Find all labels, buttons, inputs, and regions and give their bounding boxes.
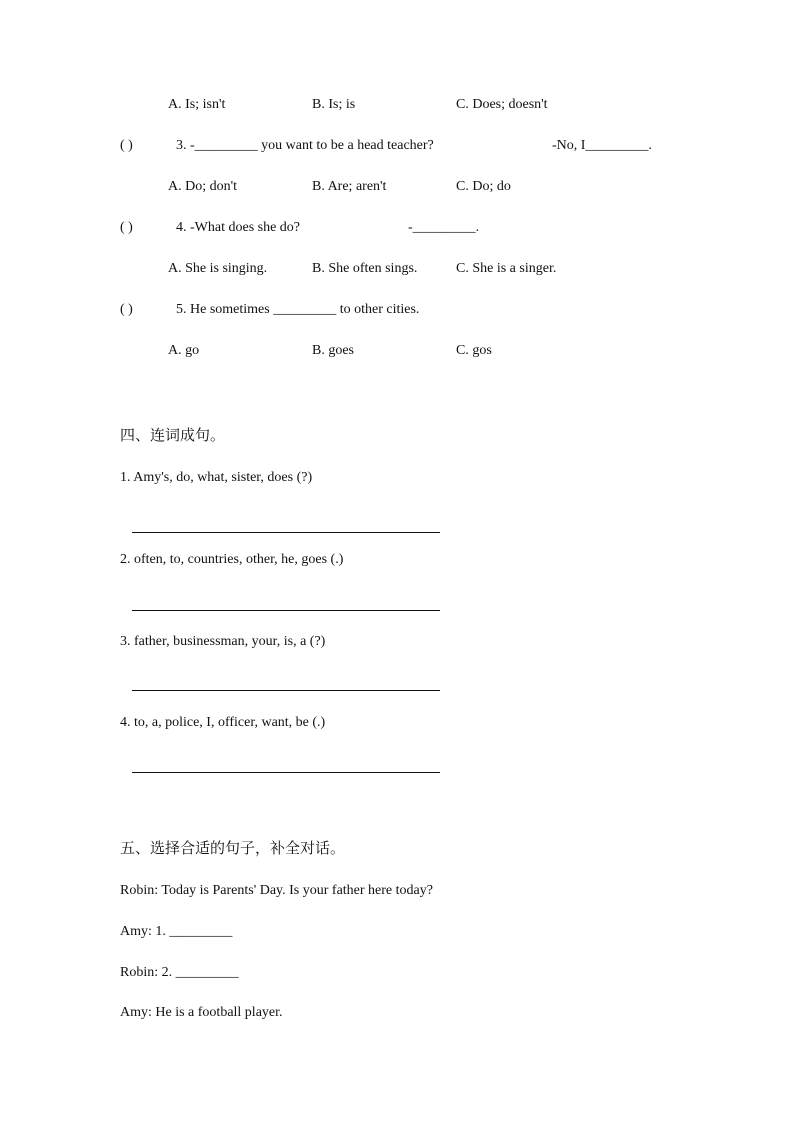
q4-option-c: C. She is a singer.: [456, 261, 557, 276]
q5-option-c: C. gos: [456, 343, 492, 358]
q2-option-c: C. Does; doesn't: [456, 97, 548, 112]
q5-answer-paren: ( ): [120, 302, 133, 317]
q2-option-a: A. Is; isn't: [168, 97, 226, 112]
dialogue-line-2: Amy: 1. _________: [120, 924, 233, 939]
sentence-item-1: 1. Amy's, do, what, sister, does (?): [120, 470, 313, 485]
section-4-heading: 四、连词成句。: [120, 426, 226, 444]
q4-option-a: A. She is singing.: [168, 261, 268, 276]
q3-option-b: B. Are; aren't: [312, 179, 387, 194]
q3-question: 3. -_________ you want to be a head teacher?: [176, 138, 434, 153]
dialogue-line-3: Robin: 2. _________: [120, 965, 239, 980]
q5-question: 5. He sometimes _________ to other cities.: [176, 302, 420, 317]
sentence-answer-line-1[interactable]: [132, 532, 440, 533]
q4-option-b: B. She often sings.: [312, 261, 418, 276]
sentence-answer-line-4[interactable]: [132, 772, 440, 773]
q5-option-a: A. go: [168, 343, 200, 358]
sentence-answer-line-2[interactable]: [132, 610, 440, 611]
dialogue-line-4: Amy: He is a football player.: [120, 1005, 283, 1020]
sentence-item-2: 2. often, to, countries, other, he, goes (.): [120, 552, 344, 567]
q4-response: -_________.: [408, 220, 480, 235]
q2-option-b: B. Is; is: [312, 97, 356, 112]
dialogue-line-1: Robin: Today is Parents' Day. Is your father here today?: [120, 883, 433, 898]
q4-answer-paren: ( ): [120, 220, 133, 235]
q3-answer-paren: ( ): [120, 138, 133, 153]
q5-option-b: B. goes: [312, 343, 354, 358]
sentence-answer-line-3[interactable]: [132, 690, 440, 691]
q3-response: -No, I_________.: [552, 138, 652, 153]
q3-option-a: A. Do; don't: [168, 179, 238, 194]
q4-question: 4. -What does she do?: [176, 220, 301, 235]
q3-option-c: C. Do; do: [456, 179, 511, 194]
sentence-item-3: 3. father, businessman, your, is, a (?): [120, 634, 326, 649]
section-5-heading: 五、选择合适的句子，补全对话。: [120, 839, 346, 857]
sentence-item-4: 4. to, a, police, I, officer, want, be (.): [120, 715, 326, 730]
